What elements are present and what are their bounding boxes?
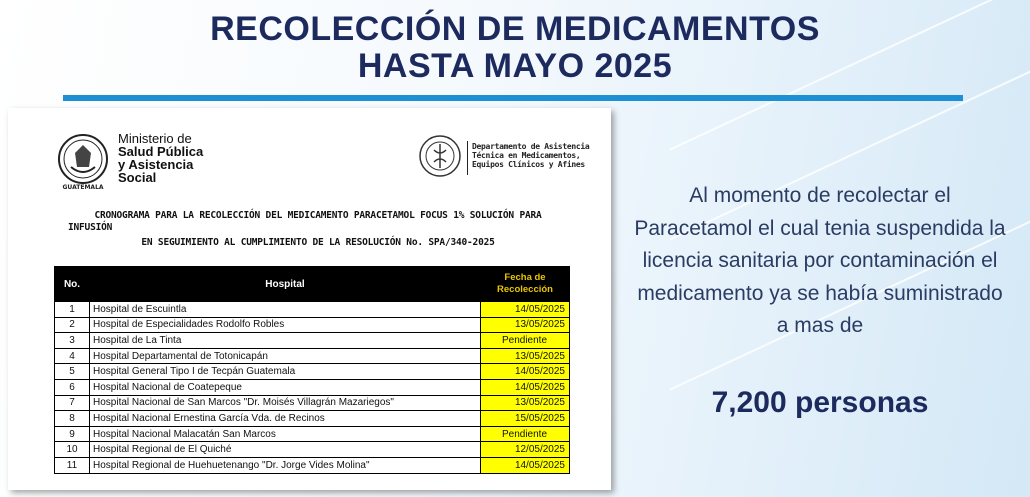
row-hospital: Hospital de Escuintla: [90, 302, 481, 318]
guatemala-seal-icon: [56, 131, 110, 191]
header-divider: [467, 141, 468, 175]
row-hospital: Hospital Regional de El Quiché: [90, 442, 481, 458]
col-header-fecha: Fecha de Recolección: [481, 267, 570, 302]
row-fecha: Pendiente: [481, 426, 570, 442]
row-fecha: 14/05/2025: [481, 457, 570, 473]
slide-title-line1: RECOLECCIÓN DE MEDICAMENTOS: [210, 10, 820, 48]
table-row: [55, 411, 570, 427]
row-fecha: 14/05/2025: [481, 379, 570, 395]
row-hospital: Hospital de Especialidades Rodolfo Robles: [90, 317, 481, 333]
collection-schedule-table: [54, 266, 570, 474]
ministry-name: Ministerio de Salud Pública y Asistencia Social: [118, 131, 204, 185]
highlight-number: 7,200 personas: [711, 386, 929, 419]
row-fecha: 15/05/2025: [481, 411, 570, 427]
table-row: [55, 302, 570, 318]
row-hospital: Hospital Nacional de San Marcos "Dr. Moisés Villagrán Mazariegos": [90, 395, 481, 411]
row-no: 8: [55, 411, 90, 427]
row-hospital: Hospital Departamental de Totonicapán: [90, 348, 481, 364]
row-hospital: Hospital Nacional Malacatán San Marcos: [90, 426, 481, 442]
table-row: [55, 348, 570, 364]
table-row: [55, 379, 570, 395]
table-row: [55, 333, 570, 349]
department-name: Departamento de Asistencia Técnica en Medicamentos, Equipos Clínicos y Afines: [472, 142, 590, 169]
row-hospital: Hospital Nacional de Coatepeque: [90, 379, 481, 395]
row-fecha: 14/05/2025: [481, 364, 570, 380]
department-seal-icon: [418, 134, 462, 178]
schedule-heading-cont: INFUSIÓN: [68, 222, 113, 233]
row-fecha: Pendiente: [481, 333, 570, 349]
col-header-no: No.: [55, 267, 90, 302]
table-row: [55, 426, 570, 442]
row-no: 10: [55, 442, 90, 458]
document-image: [8, 108, 611, 490]
row-fecha: 12/05/2025: [481, 442, 570, 458]
row-hospital: Hospital de La Tinta: [90, 333, 481, 349]
row-no: 6: [55, 379, 90, 395]
row-no: 3: [55, 333, 90, 349]
row-hospital: Hospital Nacional Ernestina García Vda. de Recinos: [90, 411, 481, 427]
row-fecha: 13/05/2025: [481, 348, 570, 364]
row-hospital: Hospital General Tipo I de Tecpán Guatemala: [90, 364, 481, 380]
table-row: [55, 442, 570, 458]
row-no: 9: [55, 426, 90, 442]
col-header-hospital: Hospital: [90, 267, 481, 302]
row-no: 7: [55, 395, 90, 411]
table-row: [55, 317, 570, 333]
row-fecha: 13/05/2025: [481, 395, 570, 411]
slide-title-line2: HASTA MAYO 2025: [357, 47, 673, 85]
table-header-row: [55, 267, 570, 302]
row-no: 2: [55, 317, 90, 333]
row-fecha: 14/05/2025: [481, 302, 570, 318]
row-hospital: Hospital Regional de Huehuetenango "Dr. Jorge Vides Molina": [90, 457, 481, 473]
row-fecha: 13/05/2025: [481, 317, 570, 333]
seal-text: GUATEMALA: [62, 184, 104, 191]
title-underline: [63, 95, 963, 101]
row-no: 5: [55, 364, 90, 380]
schedule-subheading: EN SEGUIMIENTO AL CUMPLIMIENTO DE LA RESOLUCIÓN No. SPA/340-2025: [141, 237, 495, 248]
table-row: [55, 364, 570, 380]
table-row: [55, 457, 570, 473]
slide-description: Al momento de recolectar el Paracetamol el cual tenia suspendida la licencia sanitaria por contaminación el medicamento ya se había suministrado a mas de: [634, 184, 1006, 337]
row-no: 1: [55, 302, 90, 318]
schedule-heading: CRONOGRAMA PARA LA RECOLECCIÓN DEL MEDICAMENTO PARACETAMOL FOCUS 1% SOLUCIÓN PARA: [94, 210, 542, 221]
row-no: 11: [55, 457, 90, 473]
row-no: 4: [55, 348, 90, 364]
table-row: [55, 395, 570, 411]
